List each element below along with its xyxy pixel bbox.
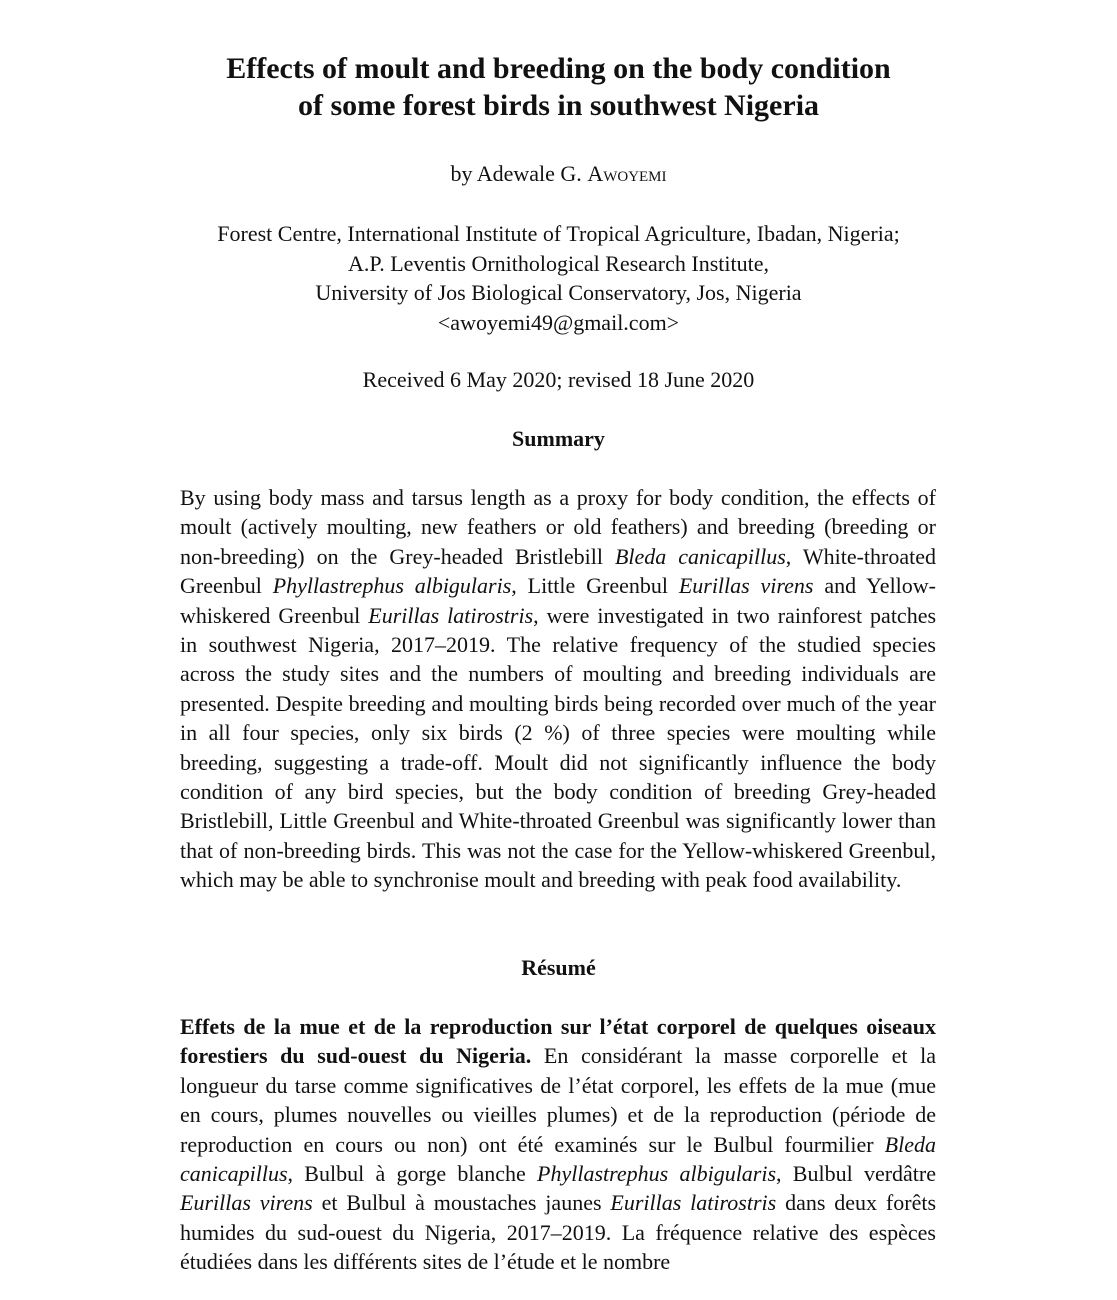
paragraph-text-run: By using body mass and tarsus length as a proxy for body condition, the effects of moult (actively moulting, new feathers or old feathers) and breeding (breeding or non-breeding) on the Grey-headed Bristlebill <box>180 485 936 569</box>
paragraph-text-run: , White-throated Greenbul <box>180 543 936 599</box>
species-name: Phyllastrephus albigularis <box>272 573 512 599</box>
affiliation-line: University of Jos Biological Conservatory, Jos, Nigeria <box>315 280 802 305</box>
species-name: Eurillas virens <box>180 1190 313 1216</box>
paragraph-text-run: , Bulbul verdâtre <box>776 1161 936 1187</box>
resume-heading: Résumé <box>521 955 596 980</box>
affiliation-line: A.P. Leventis Ornithological Research Institute, <box>348 250 769 276</box>
paragraph-text-run: et Bulbul à moustaches jaunes <box>312 1190 611 1216</box>
species-name: Phyllastrephus albigularis <box>537 1161 777 1187</box>
received-dates: Received 6 May 2020; revised 18 June 2020 <box>362 367 755 392</box>
resume-paragraph <box>180 1012 936 1277</box>
byline-prefix: by Adewale G. <box>450 161 582 186</box>
summary-heading: Summary <box>512 426 605 451</box>
author-byline <box>120 160 997 188</box>
paragraph-text-run: and Yellow-whiskered Greenbul <box>180 573 937 628</box>
species-name: Eurillas latirostris <box>610 1190 777 1216</box>
species-name: Bleda canicapillus <box>614 543 786 569</box>
author-email[interactable]: <awoyemi49@gmail.com> <box>437 309 680 335</box>
author-surname: Awoyemi <box>587 161 667 186</box>
species-name: Eurillas latirostris <box>368 602 534 628</box>
affiliation-line: Forest Centre, International Institute of Tropical Agriculture, Ibadan, Nigeria; <box>217 221 900 246</box>
paragraph-text-run: En considérant la masse corporelle et la longueur du tarse comme significatives de l’état corporel, les effets de la mue (mue en cours, plumes nouvelles ou vieilles plumes) et de la reproduction (période de reproduction en cours ou non) ont été examinés sur le Bulbul fourmilier <box>180 1043 936 1157</box>
affiliation-block <box>120 219 997 337</box>
paper-title <box>120 50 997 124</box>
paragraph-text-run: dans deux forêts humides du sud-ouest du Nigeria, 2017–2019. La fréquence relative des espèces étudiées dans les différents sites de l’étude et le nombre <box>180 1190 937 1275</box>
title-line: Effects of moult and breeding on the body condition <box>226 52 891 85</box>
paragraph-bold-run: Effets de la mue et de la reproduction sur l’état corporel de quelques oiseaux forestiers du sud-ouest du Nigeria. <box>180 1014 936 1069</box>
paragraph-text-run: , Little Greenbul <box>511 573 679 599</box>
paragraph-text-run: , Bulbul à gorge blanche <box>287 1161 538 1187</box>
title-line: of some forest birds in southwest Nigeria <box>297 89 820 122</box>
paragraph-text-run: , were investigated in two rainforest patches in southwest Nigeria, 2017–2019. The relative frequency of the studied species across the study sites and the numbers of moulting and breeding individuals are presented. Despite breeding and moulting birds being recorded over much of the year in all four species, only six birds (2 %) of three species were moulting while breeding, suggesting a trade-off. Moult did not significantly influence the body condition of any bird species, but the body condition of breeding Grey-headed Bristlebill, Little Greenbul and White-throated Greenbul was significantly lower than that of non-breeding birds. This was not the case for the Yellow-whiskered Greenbul, which may be able to synchronise moult and breeding with peak food availability. <box>180 602 937 893</box>
species-name: Eurillas virens <box>678 573 814 599</box>
summary-paragraph <box>180 483 936 895</box>
species-name: Bleda canicapillus <box>180 1131 936 1187</box>
